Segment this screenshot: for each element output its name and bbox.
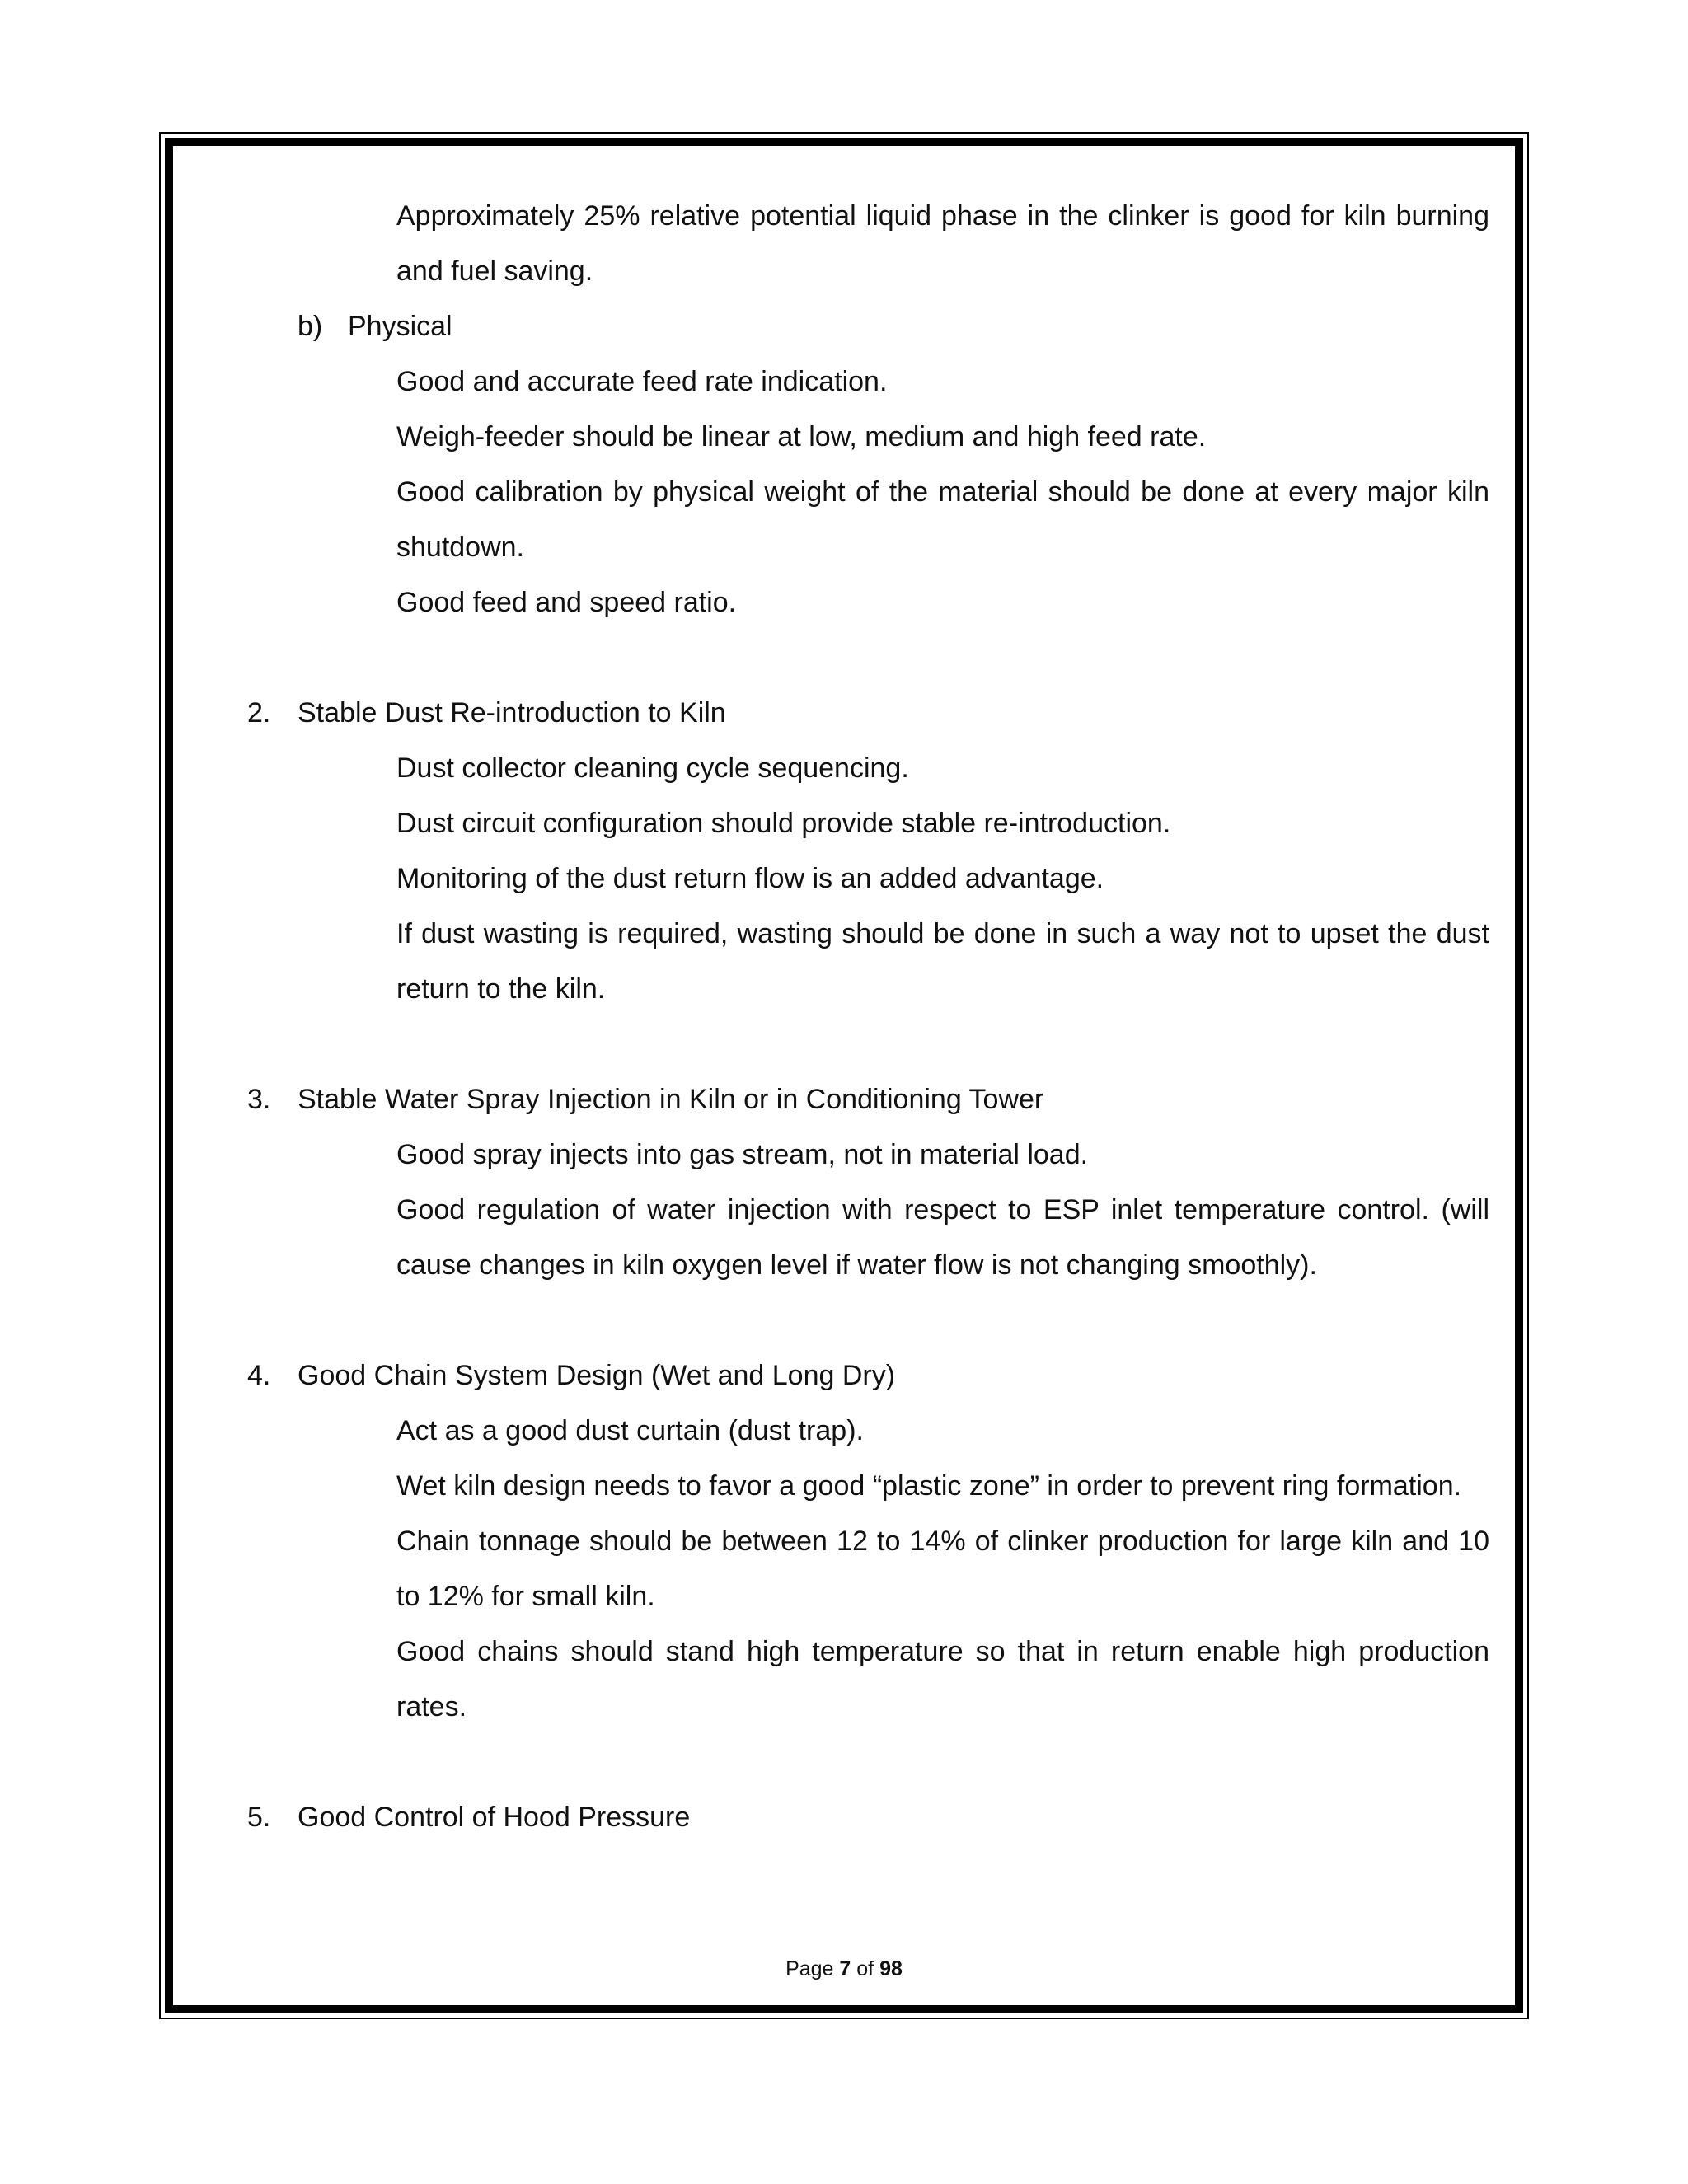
section-4-title: Good Chain System Design (Wet and Long Dry) [298,1360,896,1391]
section-2-line-4: If dust wasting is required, wasting should be done in such a way not to upset the dust [396,918,1489,949]
section-3-title: Stable Water Spray Injection in Kiln or in Conditioning Tower [298,1084,1044,1115]
footer-current-page: 7 [839,1957,851,1980]
intro-line-2: and fuel saving. [396,255,593,287]
section-3-line-3: cause changes in kiln oxygen level if water flow is not changing smoothly). [396,1249,1317,1281]
physical-line-4: shutdown. [396,532,524,563]
section-3-number: 3. [247,1084,271,1115]
section-2-title: Stable Dust Re-introduction to Kiln [298,697,726,729]
physical-line-1: Good and accurate feed rate indication. [396,366,888,397]
section-2-line-1: Dust collector cleaning cycle sequencing. [396,752,909,784]
section-4-line-1: Act as a good dust curtain (dust trap). [396,1415,864,1446]
physical-line-3: Good calibration by physical weight of the material should be done at every major kiln [396,476,1489,508]
section-2-line-2: Dust circuit configuration should provide stable re-introduction. [396,808,1171,839]
section-5-title: Good Control of Hood Pressure [298,1802,691,1833]
subsection-b-label: b) [298,311,323,342]
section-2-line-5: return to the kiln. [396,973,606,1005]
section-5-number: 5. [247,1802,271,1833]
footer-total-pages: 98 [879,1957,903,1980]
section-3-line-2: Good regulation of water injection with respect to ESP inlet temperature control. (will [396,1194,1489,1226]
section-4-number: 4. [247,1360,271,1391]
physical-line-2: Weigh-feeder should be linear at low, medium and high feed rate. [396,421,1207,452]
section-2-number: 2. [247,697,271,729]
section-4-line-3: Chain tonnage should be between 12 to 14% of clinker production for large kiln and 10 [396,1526,1489,1557]
subsection-b-title: Physical [348,311,452,342]
page-border-inner [165,138,1523,2013]
section-3-line-1: Good spray injects into gas stream, not in material load. [396,1139,1089,1170]
section-4-line-6: rates. [396,1691,467,1722]
intro-line-1: Approximately 25% relative potential liquid phase in the clinker is good for kiln burning [396,200,1489,232]
footer-of-word: of [856,1957,874,1980]
page-footer [0,1957,1688,1981]
physical-line-5: Good feed and speed ratio. [396,587,737,618]
section-4-line-2: Wet kiln design needs to favor a good “plastic zone” in order to prevent ring formation. [396,1470,1462,1502]
section-2-line-3: Monitoring of the dust return flow is an added advantage. [396,863,1104,894]
footer-page-word: Page [785,1957,834,1980]
section-4-line-4: to 12% for small kiln. [396,1581,655,1612]
section-4-line-5: Good chains should stand high temperature so that in return enable high production [396,1636,1489,1667]
